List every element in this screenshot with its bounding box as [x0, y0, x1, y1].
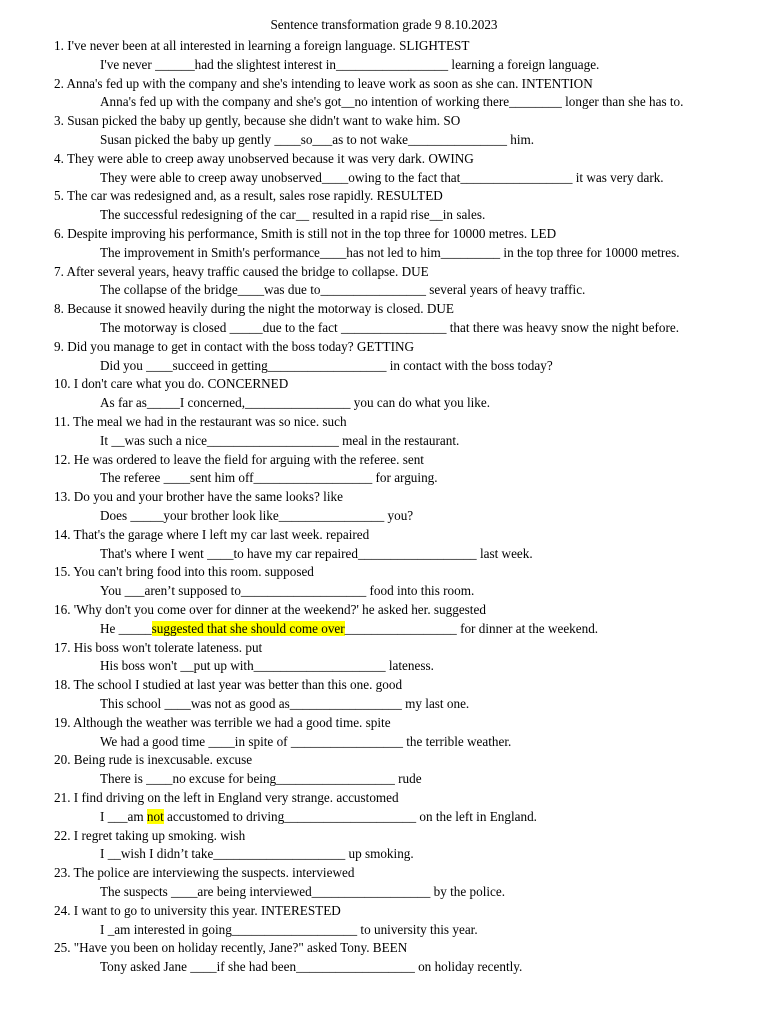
answer-text: accustomed to driving____________________ on the left in England.	[163, 808, 537, 824]
question-15: 15. You can't bring food into this room. supposed	[54, 564, 314, 580]
question-20: 20. Being rude is inexcusable. excuse	[54, 752, 253, 768]
answer-25	[100, 959, 522, 975]
question-19: 19. Although the weather was terrible we had a good time. spite	[54, 714, 391, 730]
question-21: 21. I find driving on the left in England very strange. accustomed	[54, 790, 399, 805]
answer-text: The suspects ____are being interviewed__________________ by the police.	[100, 884, 506, 899]
answer-text: It __was such a nice____________________ meal in the restaurant.	[100, 432, 460, 448]
answer-text: His boss won't __put up with____________________ lateness.	[100, 658, 434, 674]
answer-24	[100, 922, 478, 938]
question-9: 9. Did you manage to get in contact with the boss today? GETTING	[54, 338, 415, 354]
question-10: 10. I don't care what you do. CONCERNED	[54, 376, 289, 392]
answer-2	[100, 94, 683, 110]
answer-9	[100, 358, 553, 374]
answer-18	[100, 696, 469, 712]
answer-13	[100, 508, 413, 524]
answer-4	[100, 170, 664, 186]
answer-7	[100, 282, 585, 298]
question-3: 3. Susan picked the baby up gently, because she didn't want to wake him. SO	[54, 113, 461, 129]
answer-23	[100, 884, 505, 900]
answer-10	[100, 395, 490, 411]
answer-text: As far as_____I concerned,________________ you can do what you like.	[100, 395, 491, 411]
question-18: 18. The school I studied at last year was better than this one. good	[54, 677, 403, 693]
highlighted-answer-text: suggested that she should come over	[151, 620, 345, 636]
answer-16	[100, 621, 598, 637]
highlighted-answer-text: not	[146, 808, 164, 824]
answer-text: I _am interested in going___________________ to university this year.	[100, 921, 478, 937]
question-2: 2. Anna's fed up with the company and she's intending to leave work as soon as she can. INTENTION	[54, 75, 593, 91]
answer-text: The successful redesigning of the car__ resulted in a rapid rise__in sales.	[100, 207, 486, 223]
answer-text: I __wish I didn’t take____________________ up smoking.	[100, 846, 414, 862]
question-1: 1. I've never been at all interested in learning a foreign language. SLIGHTEST	[54, 38, 470, 53]
answer-6	[100, 245, 680, 261]
question-11: 11. The meal we had in the restaurant was so nice. such	[54, 414, 347, 429]
question-6: 6. Despite improving his performance, Smith is still not in the top three for 10000 metres. LED	[54, 226, 557, 241]
answer-15	[100, 583, 474, 599]
answer-22	[100, 846, 414, 862]
answer-text: The motorway is closed _____due to the fact ________________ that there was heavy snow the night before.	[100, 320, 680, 335]
answer-text: We had a good time ____in spite of _________________ the terrible weather.	[100, 733, 512, 749]
answer-text: Tony asked Jane ____if she had been__________________ on holiday recently.	[100, 959, 523, 975]
answer-text: You ___aren’t supposed to___________________ food into this room.	[100, 583, 475, 599]
answer-text: The improvement in Smith's performance____has not led to him_________ in the top three for 10000 metres.	[100, 244, 680, 260]
answer-8	[100, 320, 679, 336]
answer-text: This school ____was not as good as_________________ my last one.	[100, 696, 470, 711]
worksheet-title: Sentence transformation grade 9 8.10.2023	[270, 17, 498, 32]
answer-1	[100, 57, 599, 73]
answer-text: The collapse of the bridge____was due to________________ several years of heavy traffic.	[100, 282, 586, 298]
question-16: 16. 'Why don't you come over for dinner at the weekend?' he asked her. suggested	[54, 602, 486, 617]
answer-text: _________________ for dinner at the weekend.	[344, 620, 599, 636]
question-25: 25. "Have you been on holiday recently, Jane?" asked Tony. BEEN	[54, 940, 408, 956]
question-14: 14. That's the garage where I left my car last week. repaired	[54, 526, 370, 542]
answer-text: I've never ______had the slightest interest in_________________ learning a foreign language.	[100, 56, 600, 72]
answer-21	[100, 809, 537, 825]
answer-text: Susan picked the baby up gently ____so___as to not wake_______________ him.	[100, 132, 535, 147]
question-24: 24. I want to go to university this year. INTERESTED	[54, 902, 341, 918]
answer-text: The referee ____sent him off__________________ for arguing.	[100, 470, 438, 486]
answer-11	[100, 433, 459, 449]
answer-12	[100, 470, 438, 486]
answer-14	[100, 546, 533, 562]
answer-text: That's where I went ____to have my car repaired__________________ last week.	[100, 545, 533, 561]
answer-text: He _____	[100, 620, 152, 636]
question-13: 13. Do you and your brother have the same looks? like	[54, 489, 343, 505]
question-8: 8. Because it snowed heavily during the night the motorway is closed. DUE	[54, 301, 454, 317]
question-17: 17. His boss won't tolerate lateness. put	[54, 639, 263, 655]
answer-text: Does _____your brother look like________________ you?	[100, 508, 414, 523]
answer-text: Anna's fed up with the company and she's got__no intention of working there________ longer than she has to.	[100, 94, 684, 110]
answer-text: There is ____no excuse for being__________________ rude	[100, 771, 422, 787]
answer-17	[100, 658, 434, 674]
answer-20	[100, 771, 422, 787]
question-5: 5. The car was redesigned and, as a result, sales rose rapidly. RESULTED	[54, 188, 443, 204]
question-4: 4. They were able to creep away unobserved because it was very dark. OWING	[54, 150, 474, 166]
question-22: 22. I regret taking up smoking. wish	[54, 827, 246, 843]
question-7: 7. After several years, heavy traffic caused the bridge to collapse. DUE	[54, 263, 429, 279]
answer-text: Did you ____succeed in getting__________________ in contact with the boss today?	[100, 357, 553, 373]
answer-19	[100, 734, 511, 750]
answer-text: They were able to creep away unobserved____owing to the fact that_________________ it was very dark.	[100, 169, 664, 185]
question-12: 12. He was ordered to leave the field for arguing with the referee. sent	[54, 451, 424, 467]
answer-text: I ___am	[100, 808, 147, 824]
question-23: 23. The police are interviewing the suspects. interviewed	[54, 865, 355, 881]
answer-3	[100, 132, 534, 148]
answer-5	[100, 207, 485, 223]
